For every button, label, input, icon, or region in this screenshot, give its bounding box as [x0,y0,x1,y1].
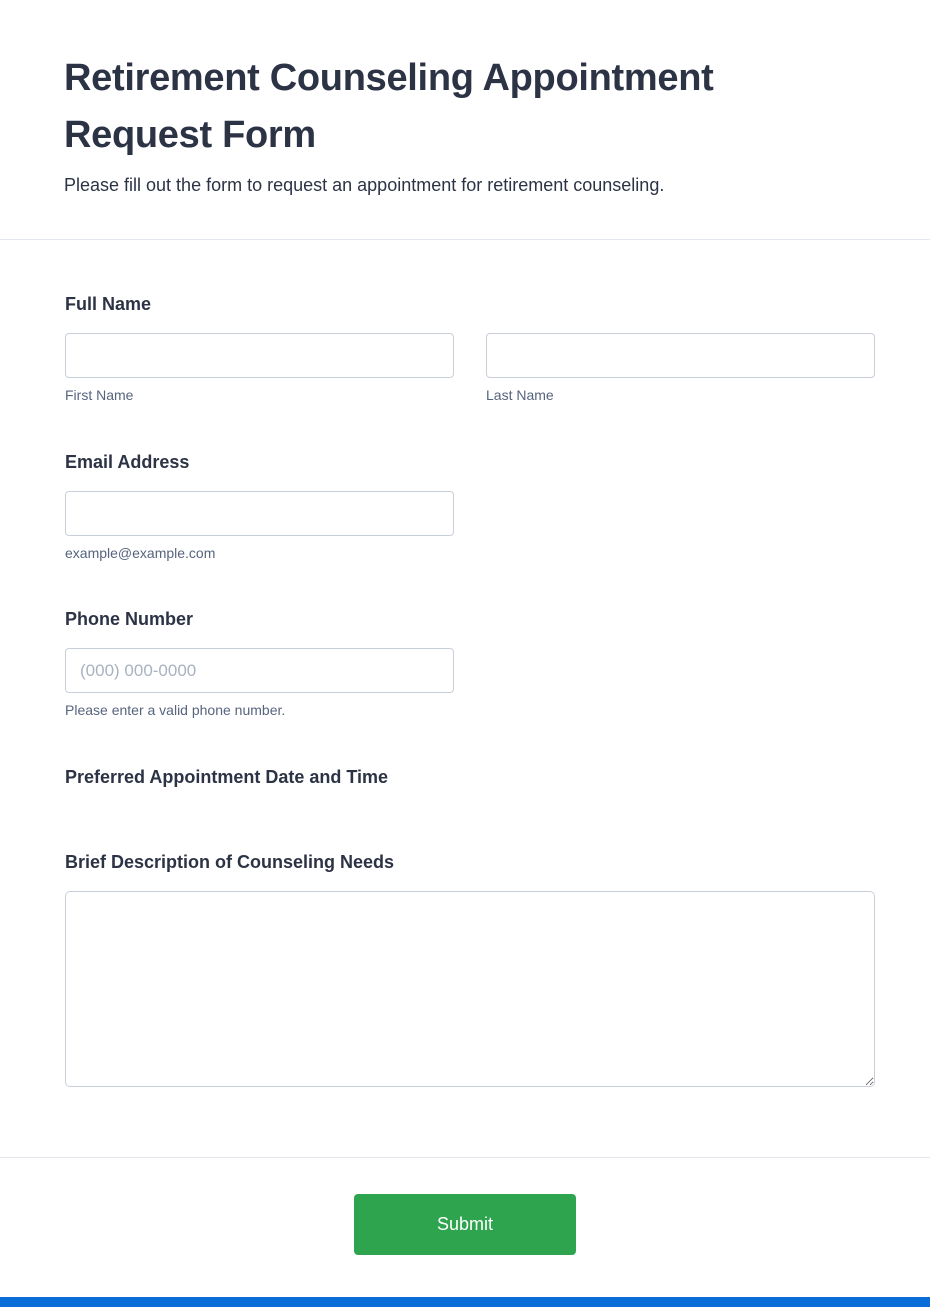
full-name-row [65,333,875,406]
footer-bar [0,1297,930,1307]
form-title: Retirement Counseling Appointment Request Form [64,57,714,156]
phone-input[interactable] [65,648,454,693]
field-description [65,852,875,1087]
field-email [65,452,875,564]
last-name-sublabel: Last Name [486,387,554,403]
last-name-column [486,333,875,406]
last-name-input[interactable] [486,333,875,378]
description-label: Brief Description of Counseling Needs [65,851,395,872]
email-label: Email Address [65,451,190,472]
description-textarea[interactable] [65,891,875,1087]
form-header [0,0,930,239]
email-sublabel: example@example.com [65,544,216,561]
field-appointment-datetime [65,767,875,788]
appointment-datetime-label: Preferred Appointment Date and Time [65,766,389,787]
form-subtitle: Please fill out the form to request an appointment for retirement counseling. [64,175,665,195]
first-name-column [65,333,454,406]
first-name-input[interactable] [65,333,454,378]
submit-section [0,1158,930,1295]
field-phone [65,609,875,721]
field-full-name [65,294,875,406]
email-input[interactable] [65,491,454,536]
form-body [0,240,930,1157]
phone-label: Phone Number [65,609,194,630]
submit-button[interactable]: Submit [354,1194,576,1255]
phone-sublabel: Please enter a valid phone number. [65,702,286,719]
first-name-sublabel: First Name [65,387,134,403]
full-name-label: Full Name [65,294,152,314]
